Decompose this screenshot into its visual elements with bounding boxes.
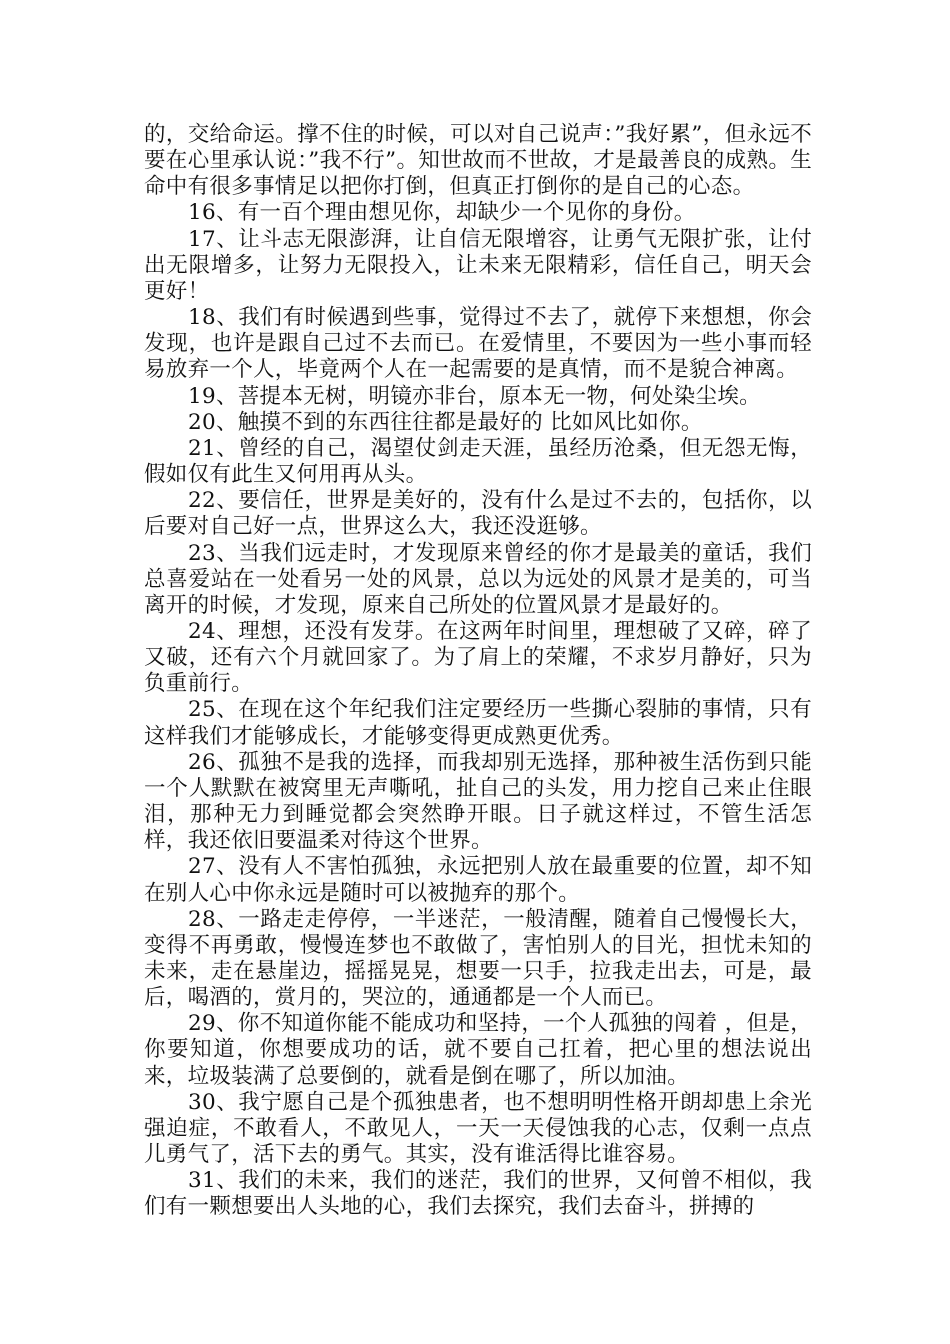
paragraph-27: 27、没有人不害怕孤独，永远把别人放在最重要的位置，却不知在别人心中你永远是随时可以被抛弃的那个。 bbox=[144, 854, 812, 906]
paragraph-24: 24、理想，还没有发芽。在这两年时间里，理想破了又碎，碎了又破，还有六个月就回家了。为了肩上的荣耀，不求岁月静好，只为负重前行。 bbox=[144, 618, 812, 697]
paragraph-23: 23、当我们远走时，才发现原来曾经的你才是最美的童话，我们总喜爱站在一处看另一处的风景，总以为远处的风景才是美的，可当离开的时候，才发现，原来自己所处的位置风景才是最好的。 bbox=[144, 540, 812, 618]
paragraph-21: 21、曾经的自己，渴望仗剑走天涯，虽经历沧桑，但无怨无悔，假如仅有此生又何用再从头。 bbox=[144, 435, 812, 488]
paragraph-26: 26、孤独不是我的选择，而我却别无选择，那种被生活伤到只能一个人默默在被窝里无声嘶吼，扯自己的头发，用力挖自己来止住眼泪，那种无力到睡觉都会突然睁开眼。日子就这样过，不管生活怎样，我还依旧要温柔对待这个世界。 bbox=[144, 749, 812, 854]
document-page bbox=[144, 122, 812, 1221]
paragraph-28: 28、一路走走停停，一半迷茫，一般清醒，随着自己慢慢长大，变得不再勇敢，慢慢连梦也不敢做了，害怕别人的目光，担忧未知的未来，走在悬崖边，摇摇晃晃，想要一只手，拉我走出去，可是，最后，喝酒的，赏月的，哭泣的，通通都是一个人而已。 bbox=[144, 906, 812, 1011]
paragraph-30: 30、我宁愿自己是个孤独患者，也不想明明性格开朗却患上余光强迫症，不敢看人，不敢见人，一天一天侵蚀我的心志，仅剩一点点儿勇气了，活下去的勇气。其实，没有谁活得比谁容易。 bbox=[144, 1089, 812, 1168]
paragraph-31: 31、我们的未来，我们的迷茫，我们的世界，又何曾不相似，我们有一颗想要出人头地的心，我们去探究，我们去奋斗，拼搏的 bbox=[144, 1168, 812, 1220]
paragraph-22: 22、要信任，世界是美好的，没有什么是过不去的，包括你，以后要对自己好一点，世界这么大，我还没逛够。 bbox=[144, 488, 812, 540]
paragraph-25: 25、在现在这个年纪我们注定要经历一些撕心裂肺的事情，只有这样我们才能够成长，才能够变得更成熟更优秀。 bbox=[144, 697, 812, 749]
paragraph-19: 19、菩提本无树，明镜亦非台，原本无一物，何处染尘埃。 bbox=[188, 383, 761, 409]
paragraph-20: 20、触摸不到的东西往往都是最好的 比如风比如你。 bbox=[188, 409, 703, 435]
paragraph-16: 16、有一百个理由想见你，却缺少一个见你的身份。 bbox=[188, 200, 696, 226]
paragraph-continuation: 的，交给命运。撑不住的时候，可以对自己说声：”我好累”，但永远不要在心里承认说：”我不行”。知世故而不世故，才是最善良的成熟。生命中有很多事情足以把你打倒，但真正打倒你的是自己的心态。 bbox=[144, 122, 812, 200]
paragraph-17: 17、让斗志无限澎湃，让自信无限增容，让勇气无限扩张，让付出无限增多，让努力无限投入，让未来无限精彩，信任自己，明天会更好！ bbox=[144, 226, 812, 304]
paragraph-29: 29、你不知道你能不能成功和坚持，一个人孤独的闯着 ，但是，你要知道，你想要成功的话，就不要自己扛着，把心里的想法说出来，垃圾装满了总要倒的，就看是倒在哪了，所以加油。 bbox=[144, 1011, 812, 1089]
paragraph-18: 18、我们有时候遇到些事，觉得过不去了，就停下来想想，你会发现，也许是跟自己过不去而已。在爱情里，不要因为一些小事而轻易放弃一个人，毕竟两个人在一起需要的是真情，而不是貌合神离。 bbox=[144, 305, 812, 383]
